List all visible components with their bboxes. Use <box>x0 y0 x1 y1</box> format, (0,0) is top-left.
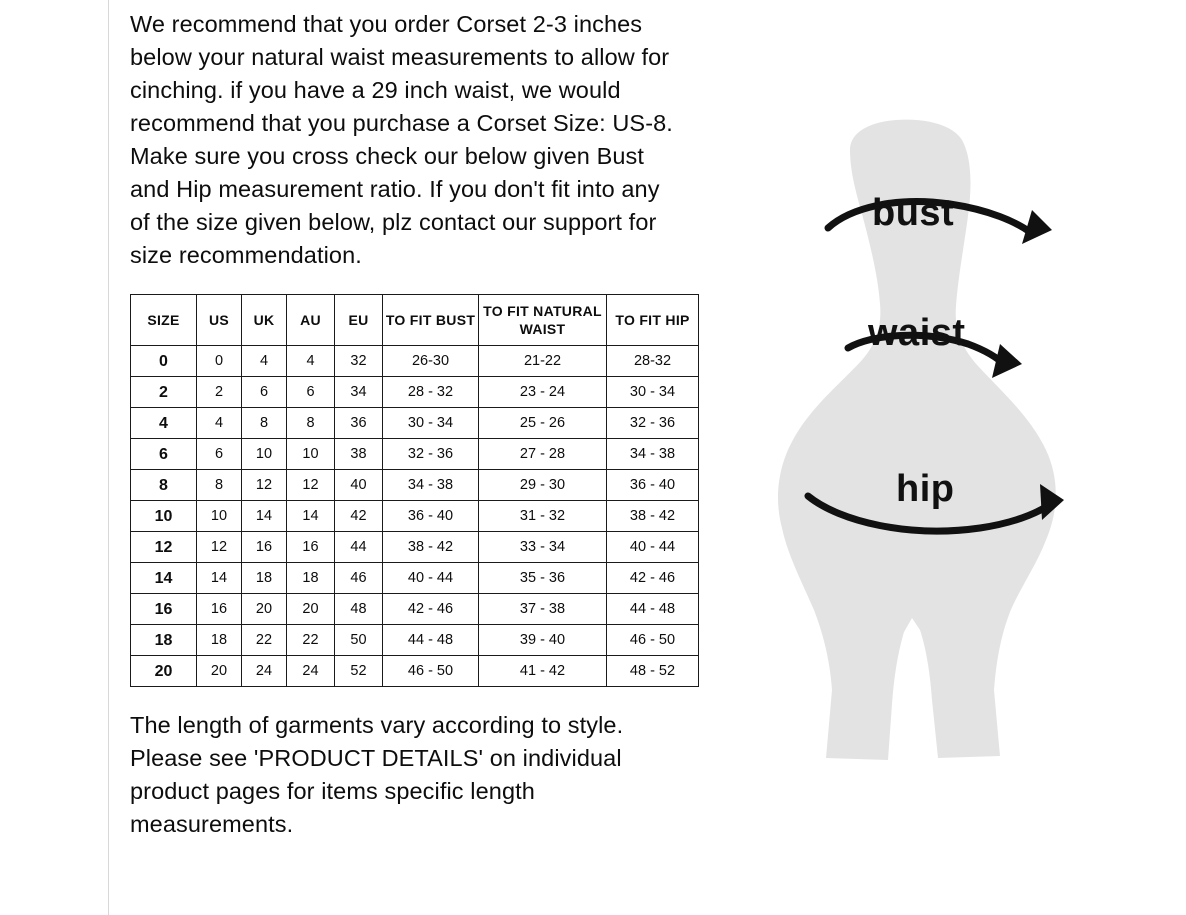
cell-bust: 32 - 36 <box>383 439 479 470</box>
column-header-waist: TO FIT NATURAL WAIST <box>479 295 607 346</box>
cell-uk: 18 <box>242 563 287 594</box>
hip-label: hip <box>896 468 955 510</box>
cell-eu: 42 <box>335 501 383 532</box>
cell-au: 24 <box>287 656 335 687</box>
cell-uk: 8 <box>242 408 287 439</box>
cell-bust: 40 - 44 <box>383 563 479 594</box>
cell-waist: 39 - 40 <box>479 625 607 656</box>
cell-waist: 23 - 24 <box>479 377 607 408</box>
cell-au: 10 <box>287 439 335 470</box>
cell-size: 12 <box>131 532 197 563</box>
cell-hip: 44 - 48 <box>607 594 699 625</box>
cell-au: 14 <box>287 501 335 532</box>
cell-bust: 36 - 40 <box>383 501 479 532</box>
column-header-bust: TO FIT BUST <box>383 295 479 346</box>
cell-eu: 34 <box>335 377 383 408</box>
cell-bust: 30 - 34 <box>383 408 479 439</box>
cell-au: 16 <box>287 532 335 563</box>
figure-svg <box>700 0 1186 915</box>
cell-uk: 10 <box>242 439 287 470</box>
cell-au: 18 <box>287 563 335 594</box>
cell-hip: 46 - 50 <box>607 625 699 656</box>
cell-us: 20 <box>197 656 242 687</box>
cell-uk: 16 <box>242 532 287 563</box>
table-header-row <box>131 295 699 346</box>
cell-eu: 40 <box>335 470 383 501</box>
table-row <box>131 346 699 377</box>
cell-uk: 12 <box>242 470 287 501</box>
column-header-size: SIZE <box>131 295 197 346</box>
cell-us: 4 <box>197 408 242 439</box>
cell-bust: 46 - 50 <box>383 656 479 687</box>
cell-us: 16 <box>197 594 242 625</box>
table-row <box>131 532 699 563</box>
cell-hip: 28-32 <box>607 346 699 377</box>
cell-bust: 28 - 32 <box>383 377 479 408</box>
waist-arrow-head-icon <box>992 344 1022 378</box>
table-body <box>131 346 699 687</box>
cell-hip: 40 - 44 <box>607 532 699 563</box>
cell-au: 6 <box>287 377 335 408</box>
table-row <box>131 470 699 501</box>
cell-us: 12 <box>197 532 242 563</box>
waist-label: waist <box>868 312 966 354</box>
cell-eu: 52 <box>335 656 383 687</box>
cell-hip: 48 - 52 <box>607 656 699 687</box>
cell-bust: 42 - 46 <box>383 594 479 625</box>
cell-au: 22 <box>287 625 335 656</box>
cell-au: 20 <box>287 594 335 625</box>
cell-eu: 36 <box>335 408 383 439</box>
cell-eu: 48 <box>335 594 383 625</box>
cell-size: 16 <box>131 594 197 625</box>
cell-size: 10 <box>131 501 197 532</box>
column-header-au: AU <box>287 295 335 346</box>
cell-hip: 32 - 36 <box>607 408 699 439</box>
cell-eu: 44 <box>335 532 383 563</box>
cell-us: 6 <box>197 439 242 470</box>
cell-size: 8 <box>131 470 197 501</box>
text-and-table-column <box>130 0 690 915</box>
cell-eu: 50 <box>335 625 383 656</box>
cell-hip: 42 - 46 <box>607 563 699 594</box>
table-header <box>131 295 699 346</box>
cell-size: 4 <box>131 408 197 439</box>
cell-waist: 33 - 34 <box>479 532 607 563</box>
cell-au: 4 <box>287 346 335 377</box>
cell-waist: 29 - 30 <box>479 470 607 501</box>
cell-uk: 14 <box>242 501 287 532</box>
outro-paragraph: The length of garments vary according to style. Please see 'PRODUCT DETAILS' on individual product pages for items specific length measurements. <box>130 712 624 837</box>
table-row <box>131 594 699 625</box>
table-row <box>131 439 699 470</box>
cell-hip: 36 - 40 <box>607 470 699 501</box>
cell-us: 10 <box>197 501 242 532</box>
cell-eu: 46 <box>335 563 383 594</box>
cell-size: 18 <box>131 625 197 656</box>
cell-uk: 20 <box>242 594 287 625</box>
cell-us: 2 <box>197 377 242 408</box>
cell-size: 14 <box>131 563 197 594</box>
bust-label: bust <box>872 192 955 234</box>
cell-hip: 38 - 42 <box>607 501 699 532</box>
cell-size: 6 <box>131 439 197 470</box>
cell-waist: 21-22 <box>479 346 607 377</box>
cell-uk: 4 <box>242 346 287 377</box>
cell-waist: 27 - 28 <box>479 439 607 470</box>
cell-size: 2 <box>131 377 197 408</box>
cell-au: 12 <box>287 470 335 501</box>
cell-bust: 26-30 <box>383 346 479 377</box>
cell-bust: 44 - 48 <box>383 625 479 656</box>
table-row <box>131 501 699 532</box>
column-header-uk: UK <box>242 295 287 346</box>
size-chart-table <box>130 294 699 687</box>
cell-eu: 32 <box>335 346 383 377</box>
table-row <box>131 408 699 439</box>
cell-eu: 38 <box>335 439 383 470</box>
outro-text <box>130 709 678 841</box>
left-margin-rule <box>108 0 109 915</box>
cell-size: 0 <box>131 346 197 377</box>
cell-waist: 31 - 32 <box>479 501 607 532</box>
cell-us: 0 <box>197 346 242 377</box>
body-measurement-figure <box>700 0 1186 915</box>
cell-uk: 22 <box>242 625 287 656</box>
cell-bust: 38 - 42 <box>383 532 479 563</box>
cell-us: 14 <box>197 563 242 594</box>
column-header-eu: EU <box>335 295 383 346</box>
intro-paragraph: We recommend that you order Corset 2-3 inches below your natural waist measurements to allow for cinching. if you have a 29 inch waist, we would recommend that you purchase a Corset Size: US-8. Make sure you cross check our below given Bust and Hip measurement ratio. If you don't fit into any of the size given below, plz contact our support for size recommendation. <box>130 11 673 268</box>
cell-waist: 37 - 38 <box>479 594 607 625</box>
table-row <box>131 563 699 594</box>
cell-hip: 34 - 38 <box>607 439 699 470</box>
cell-waist: 35 - 36 <box>479 563 607 594</box>
cell-us: 18 <box>197 625 242 656</box>
cell-hip: 30 - 34 <box>607 377 699 408</box>
cell-uk: 6 <box>242 377 287 408</box>
column-header-us: US <box>197 295 242 346</box>
table-row <box>131 625 699 656</box>
cell-us: 8 <box>197 470 242 501</box>
cell-au: 8 <box>287 408 335 439</box>
table-row <box>131 377 699 408</box>
cell-size: 20 <box>131 656 197 687</box>
intro-text <box>130 0 678 272</box>
cell-uk: 24 <box>242 656 287 687</box>
column-header-hip: TO FIT HIP <box>607 295 699 346</box>
cell-bust: 34 - 38 <box>383 470 479 501</box>
cell-waist: 25 - 26 <box>479 408 607 439</box>
table-row <box>131 656 699 687</box>
cell-waist: 41 - 42 <box>479 656 607 687</box>
